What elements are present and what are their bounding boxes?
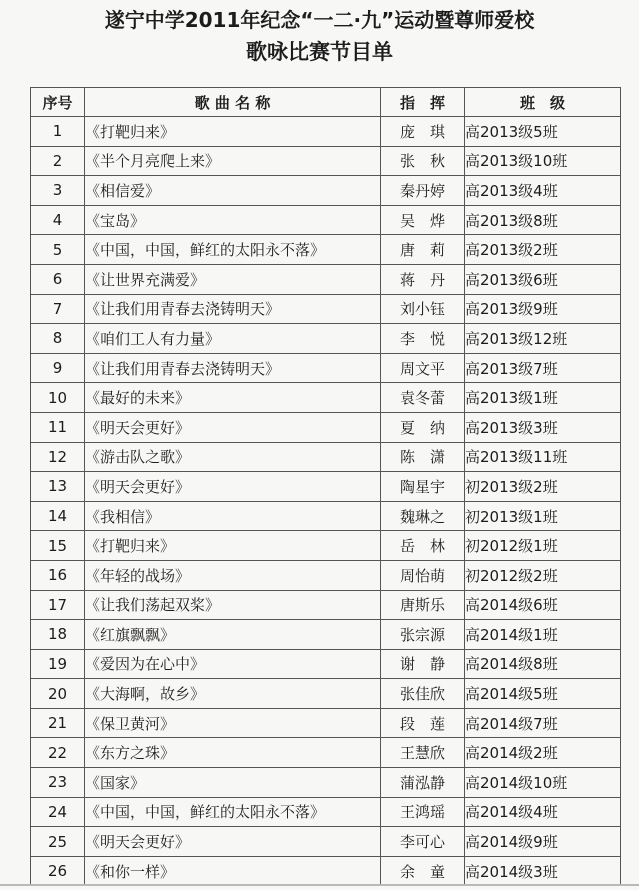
cell-class: 高2014级4班 <box>465 797 621 827</box>
cell-number: 1 <box>31 117 85 147</box>
cell-conductor: 夏 纳 <box>381 412 465 442</box>
cell-conductor: 李可心 <box>381 827 465 857</box>
cell-class: 高2013级2班 <box>465 235 621 265</box>
table-row <box>31 649 621 679</box>
cell-song-title: 《让我们用青春去浇铸明天》 <box>85 294 381 324</box>
cell-class: 高2014级3班 <box>465 856 621 886</box>
cell-song-title: 《咱们工人有力量》 <box>85 324 381 354</box>
cell-song-title: 《相信爱》 <box>85 176 381 206</box>
cell-number: 18 <box>31 620 85 650</box>
cell-number: 2 <box>31 146 85 176</box>
cell-conductor: 周文平 <box>381 353 465 383</box>
cell-class: 高2013级7班 <box>465 353 621 383</box>
cell-number: 14 <box>31 501 85 531</box>
cell-number: 6 <box>31 264 85 294</box>
cell-song-title: 《明天会更好》 <box>85 412 381 442</box>
program-table <box>30 87 621 886</box>
cell-song-title: 《打靶归来》 <box>85 531 381 561</box>
cell-conductor: 吴 烨 <box>381 205 465 235</box>
cell-song-title: 《让我们用青春去浇铸明天》 <box>85 353 381 383</box>
cell-class: 高2014级9班 <box>465 827 621 857</box>
cell-number: 26 <box>31 856 85 886</box>
cell-conductor: 段 莲 <box>381 708 465 738</box>
cell-conductor: 张佳欣 <box>381 679 465 709</box>
table-row <box>31 501 621 531</box>
cell-number: 11 <box>31 412 85 442</box>
cell-number: 12 <box>31 442 85 472</box>
cell-class: 高2013级11班 <box>465 442 621 472</box>
cell-number: 23 <box>31 768 85 798</box>
cell-number: 10 <box>31 383 85 413</box>
cell-class: 高2013级12班 <box>465 324 621 354</box>
cell-conductor: 岳 林 <box>381 531 465 561</box>
page-bottom-edge <box>0 884 639 886</box>
cell-class: 高2014级1班 <box>465 620 621 650</box>
cell-class: 高2013级6班 <box>465 264 621 294</box>
cell-song-title: 《红旗飘飘》 <box>85 620 381 650</box>
column-header-no: 序号 <box>31 88 85 117</box>
cell-number: 15 <box>31 531 85 561</box>
cell-number: 3 <box>31 176 85 206</box>
cell-number: 4 <box>31 205 85 235</box>
cell-conductor: 周怡萌 <box>381 560 465 590</box>
cell-number: 16 <box>31 560 85 590</box>
table-row <box>31 264 621 294</box>
document-title: 遂宁中学2011年纪念“一二·九”运动暨尊师爱校 <box>104 8 535 32</box>
cell-number: 24 <box>31 797 85 827</box>
cell-conductor: 庞 琪 <box>381 117 465 147</box>
table-row <box>31 205 621 235</box>
cell-song-title: 《爱因为在心中》 <box>85 649 381 679</box>
cell-song-title: 《让世界充满爱》 <box>85 264 381 294</box>
cell-class: 初2013级1班 <box>465 501 621 531</box>
cell-conductor: 蒲泓静 <box>381 768 465 798</box>
cell-song-title: 《我相信》 <box>85 501 381 531</box>
cell-conductor: 余 童 <box>381 856 465 886</box>
cell-song-title: 《东方之珠》 <box>85 738 381 768</box>
cell-song-title: 《大海啊，故乡》 <box>85 679 381 709</box>
cell-number: 19 <box>31 649 85 679</box>
table-row <box>31 383 621 413</box>
cell-conductor: 王慧欣 <box>381 738 465 768</box>
cell-conductor: 谢 静 <box>381 649 465 679</box>
cell-number: 8 <box>31 324 85 354</box>
table-row <box>31 856 621 886</box>
table-row <box>31 294 621 324</box>
cell-song-title: 《打靶归来》 <box>85 117 381 147</box>
cell-conductor: 魏琳之 <box>381 501 465 531</box>
cell-song-title: 《中国，中国，鲜红的太阳永不落》 <box>85 797 381 827</box>
table-row <box>31 324 621 354</box>
table-row <box>31 590 621 620</box>
cell-class: 高2013级10班 <box>465 146 621 176</box>
cell-class: 高2014级10班 <box>465 768 621 798</box>
cell-class: 初2012级1班 <box>465 531 621 561</box>
cell-song-title: 《明天会更好》 <box>85 827 381 857</box>
cell-number: 13 <box>31 472 85 502</box>
cell-number: 20 <box>31 679 85 709</box>
cell-song-title: 《国家》 <box>85 768 381 798</box>
cell-song-title: 《年轻的战场》 <box>85 560 381 590</box>
cell-song-title: 《游击队之歌》 <box>85 442 381 472</box>
cell-class: 高2014级7班 <box>465 708 621 738</box>
table-row <box>31 235 621 265</box>
cell-song-title: 《宝岛》 <box>85 205 381 235</box>
cell-song-title: 《最好的未来》 <box>85 383 381 413</box>
table-row <box>31 797 621 827</box>
cell-class: 高2013级8班 <box>465 205 621 235</box>
table-row <box>31 353 621 383</box>
table-row <box>31 117 621 147</box>
table-row <box>31 620 621 650</box>
cell-number: 5 <box>31 235 85 265</box>
table-row <box>31 679 621 709</box>
cell-class: 高2013级4班 <box>465 176 621 206</box>
cell-conductor: 刘小钰 <box>381 294 465 324</box>
cell-class: 高2014级2班 <box>465 738 621 768</box>
cell-number: 21 <box>31 708 85 738</box>
table-row <box>31 442 621 472</box>
document-subtitle: 歌咏比赛节目单 <box>246 40 393 64</box>
cell-number: 7 <box>31 294 85 324</box>
cell-conductor: 张宗源 <box>381 620 465 650</box>
table-row <box>31 768 621 798</box>
table-header-row <box>31 88 621 117</box>
cell-class: 高2014级6班 <box>465 590 621 620</box>
cell-song-title: 《保卫黄河》 <box>85 708 381 738</box>
cell-song-title: 《中国，中国，鲜红的太阳永不落》 <box>85 235 381 265</box>
cell-class: 初2013级2班 <box>465 472 621 502</box>
cell-class: 初2012级2班 <box>465 560 621 590</box>
cell-class: 高2013级5班 <box>465 117 621 147</box>
cell-conductor: 李 悦 <box>381 324 465 354</box>
cell-number: 22 <box>31 738 85 768</box>
cell-conductor: 王鸿瑶 <box>381 797 465 827</box>
column-header-conductor: 指 挥 <box>381 88 465 117</box>
cell-class: 高2013级1班 <box>465 383 621 413</box>
cell-conductor: 张 秋 <box>381 146 465 176</box>
table-row <box>31 827 621 857</box>
cell-song-title: 《和你一样》 <box>85 856 381 886</box>
cell-conductor: 袁冬蕾 <box>381 383 465 413</box>
column-header-class: 班 级 <box>465 88 621 117</box>
table-row <box>31 146 621 176</box>
cell-class: 高2013级9班 <box>465 294 621 324</box>
cell-song-title: 《明天会更好》 <box>85 472 381 502</box>
cell-song-title: 《让我们荡起双桨》 <box>85 590 381 620</box>
table-row <box>31 412 621 442</box>
cell-conductor: 秦丹婷 <box>381 176 465 206</box>
cell-conductor: 蒋 丹 <box>381 264 465 294</box>
table-row <box>31 708 621 738</box>
cell-conductor: 唐斯乐 <box>381 590 465 620</box>
table-row <box>31 560 621 590</box>
table-row <box>31 738 621 768</box>
column-header-song: 歌 曲 名 称 <box>85 88 381 117</box>
cell-class: 高2013级3班 <box>465 412 621 442</box>
table-row <box>31 472 621 502</box>
table-row <box>31 176 621 206</box>
cell-class: 高2014级8班 <box>465 649 621 679</box>
cell-number: 25 <box>31 827 85 857</box>
cell-number: 9 <box>31 353 85 383</box>
cell-song-title: 《半个月亮爬上来》 <box>85 146 381 176</box>
cell-conductor: 唐 莉 <box>381 235 465 265</box>
cell-conductor: 陈 潇 <box>381 442 465 472</box>
cell-number: 17 <box>31 590 85 620</box>
cell-class: 高2014级5班 <box>465 679 621 709</box>
cell-conductor: 陶星宇 <box>381 472 465 502</box>
table-row <box>31 531 621 561</box>
